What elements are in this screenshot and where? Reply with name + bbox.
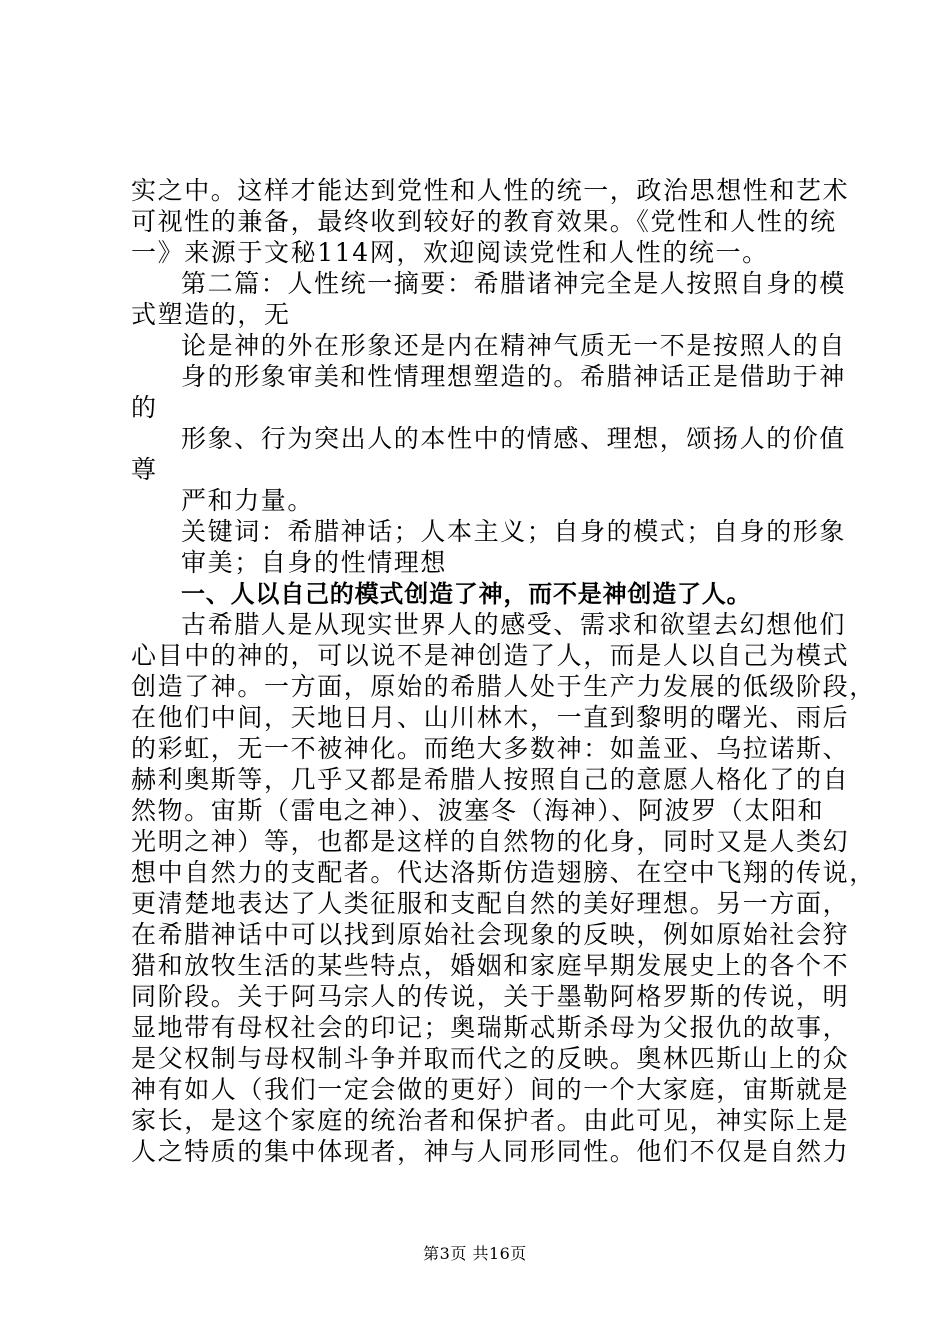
page-number-footer: 第3页 共16页: [423, 1244, 527, 1263]
body-text-line: 的彩虹，无一不被神化。而绝大多数神：如盖亚、乌拉诺斯、: [131, 734, 850, 763]
body-text-line: 是父权制与母权制斗争并取而代之的反映。奥林匹斯山上的众: [131, 1044, 850, 1073]
abstract-text-line: 论是神的外在形象还是内在精神气质无一不是按照人的自: [181, 331, 847, 360]
abstract-text-line: 的: [131, 393, 158, 422]
body-text-line: 创造了神。一方面，原始的希腊人处于生产力发展的低级阶段，: [131, 672, 876, 701]
body-text-line: 同阶段。关于阿马宗人的传说，关于墨勒阿格罗斯的传说，明: [131, 982, 850, 1011]
keywords-line: 审美；自身的性情理想: [181, 548, 448, 577]
section-heading: 一、人以自己的模式创造了神，而不是神创造了人。: [181, 580, 752, 608]
body-text-line: 古希腊人是从现实世界人的感受、需求和欲望去幻想他们: [181, 610, 847, 639]
body-text-line: 赫利奥斯等，几乎又都是希腊人按照自己的意愿人格化了的自: [131, 765, 850, 794]
body-text-line: 想中自然力的支配者。代达洛斯仿造翅膀、在空中飞翔的传说，: [131, 858, 876, 887]
abstract-text-line: 严和力量。: [181, 486, 315, 515]
body-text-line: 更清楚地表达了人类征服和支配自然的美好理想。另一方面，: [131, 889, 850, 918]
body-text-line: 然物。宙斯（雷电之神）、波塞冬（海神）、阿波罗（太阳和: [131, 796, 825, 825]
body-text-line: 在希腊神话中可以找到原始社会现象的反映，例如原始社会狩: [131, 920, 850, 949]
section-heading-line: 第二篇：人性统一摘要：希腊诸神完全是人按照自身的模: [181, 269, 847, 298]
abstract-text-line: 形象、行为突出人的本性中的情感、理想，颂扬人的价值: [181, 424, 847, 453]
body-text-line: 在他们中间，天地日月、山川林木，一直到黎明的曙光、雨后: [131, 703, 850, 732]
abstract-text-line: 身的形象审美和性情理想塑造的。希腊神话正是借助于神: [181, 362, 847, 391]
body-text-line: 光明之神）等，也都是这样的自然物的化身，同时又是人类幻: [131, 827, 850, 856]
body-text-line: 家长，是这个家庭的统治者和保护者。由此可见，神实际上是: [131, 1106, 850, 1135]
body-text-line: 人之特质的集中体现者，神与人同形同性。他们不仅是自然力: [131, 1137, 850, 1166]
body-text-line: 心目中的神的，可以说不是神创造了人，而是人以自己为模式: [131, 641, 850, 670]
body-text-line: 一》来源于文秘114网，欢迎阅读党性和人性的统一。: [131, 238, 769, 267]
body-text-line: 神有如人（我们一定会做的更好）间的一个大家庭，宙斯就是: [131, 1075, 850, 1104]
keywords-line: 关键词：希腊神话；人本主义；自身的模式；自身的形象: [181, 517, 847, 546]
body-text-line: 式塑造的，无: [131, 300, 291, 329]
abstract-text-line: 尊: [131, 455, 158, 484]
body-text-line: 显地带有母权社会的印记；奥瑞斯忒斯杀母为父报仇的故事，: [131, 1013, 850, 1042]
body-text-line: 实之中。这样才能达到党性和人性的统一，政治思想性和艺术: [131, 176, 850, 205]
body-text-line: 可视性的兼备，最终收到较好的教育效果。《党性和人性的统: [131, 207, 837, 236]
body-text-line: 猎和放牧生活的某些特点，婚姻和家庭早期发展史上的各个不: [131, 951, 850, 980]
